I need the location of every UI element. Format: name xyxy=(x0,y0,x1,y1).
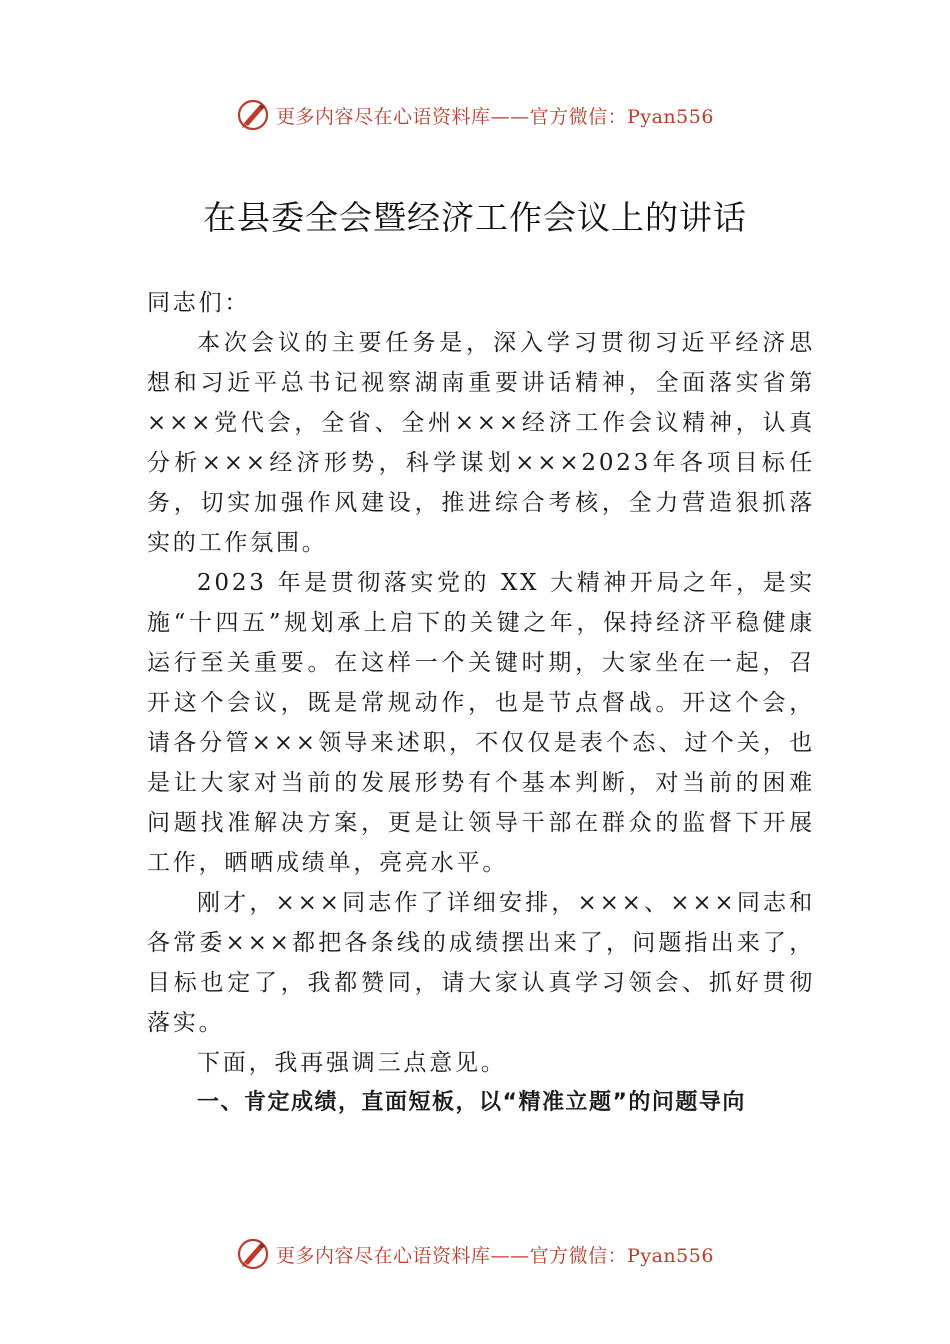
watermark-text xyxy=(276,102,714,129)
paragraph-2: 2023 年是贯彻落实党的 XX 大精神开局之年，是实施“十四五”规划承上启下的关键之年，保持经济平稳健康运行至关重要。在这样一个关键时期，大家坐在一起，召开这个会议，既是常规动作，也是节点督战。开这个会，请各分管×××领导来述职，不仅仅是表个态、过个关，也是让大家对当前的发展形势有个基本判断，对当前的困难问题找准解决方案，更是让领导干部在群众的监督下开展工作，晒晒成绩单，亮亮水平。 xyxy=(147,570,815,876)
watermark-site-name: 更多内容尽在心语资料库 xyxy=(276,1244,491,1267)
watermark-banner-top xyxy=(0,95,950,135)
watermark-separator: —— xyxy=(490,1244,530,1267)
watermark-site-name: 更多内容尽在心语资料库 xyxy=(276,105,491,128)
watermark-separator: —— xyxy=(490,105,530,128)
paragraph-3: 刚才，×××同志作了详细安排，×××、×××同志和各常委×××都把各条线的成绩摆出来了，问题指出来了，目标也定了，我都赞同，请大家认真学习领会、抓好贯彻落实。 xyxy=(147,890,815,1036)
paragraph-1: 本次会议的主要任务是，深入学习贯彻习近平经济思想和习近平总书记视察湖南重要讲话精神，全面落实省第×××党代会，全省、全州×××经济工作会议精神，认真分析×××经济形势，科学谋划×××2023年各项目标任务，切实加强作风建设，推进综合考核，全力营造狠抓落实的工作氛围。 xyxy=(147,330,815,556)
document-title: 在县委全会暨经济工作会议上的讲话 xyxy=(203,198,747,237)
watermark-wechat-label: 官方微信： xyxy=(529,1244,628,1267)
watermark-wechat-id: Pyan556 xyxy=(627,1244,714,1267)
section-heading-1: 一、肯定成绩，直面短板，以“精准立题”的问题导向 xyxy=(197,1090,746,1115)
salutation: 同志们： xyxy=(147,290,251,316)
pen-logo-icon xyxy=(236,1237,270,1271)
watermark-banner-bottom xyxy=(0,1234,950,1274)
paragraph-4: 下面，我再强调三点意见。 xyxy=(197,1050,507,1076)
watermark-wechat-id: Pyan556 xyxy=(627,105,714,128)
watermark-wechat-label: 官方微信： xyxy=(529,105,628,128)
pen-logo-icon xyxy=(236,98,270,132)
watermark-text xyxy=(276,1241,714,1268)
document-body xyxy=(147,283,815,1123)
